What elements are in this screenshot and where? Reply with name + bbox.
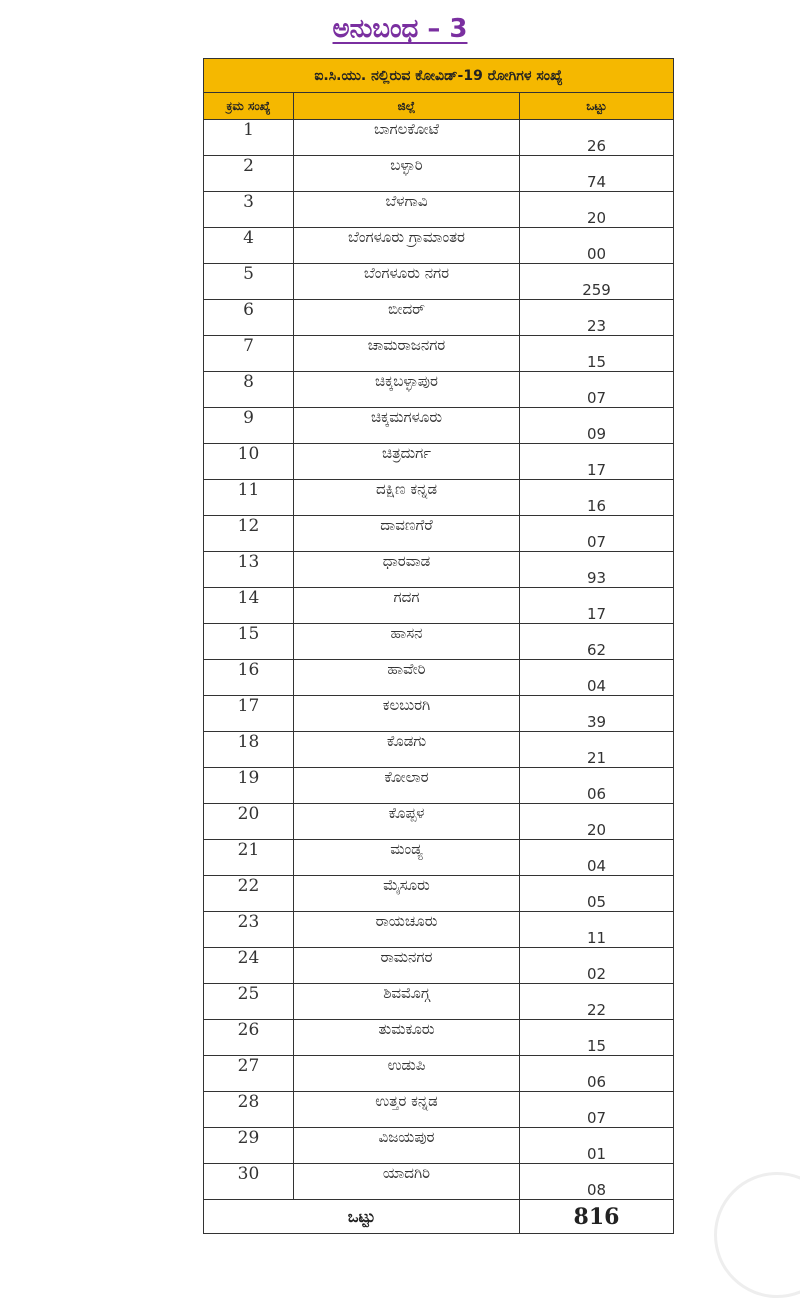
district-cell: ರಾಯಚೂರು: [294, 912, 520, 948]
serial-cell: 18: [204, 732, 294, 768]
count-cell: 16: [520, 480, 674, 516]
table-row: [204, 1128, 674, 1164]
header-district: ಜಿಲ್ಲೆ: [294, 93, 520, 120]
count-cell: 07: [520, 1092, 674, 1128]
total-label: ಒಟ್ಟು: [204, 1200, 520, 1234]
district-cell: ಉತ್ತರ ಕನ್ನಡ: [294, 1092, 520, 1128]
serial-cell: 27: [204, 1056, 294, 1092]
district-cell: ಚಿಕ್ಕಮಗಳೂರು: [294, 408, 520, 444]
district-cell: ಮಂಡ್ಯ: [294, 840, 520, 876]
count-cell: 08: [520, 1164, 674, 1200]
serial-cell: 14: [204, 588, 294, 624]
table-row: [204, 624, 674, 660]
table-row: [204, 264, 674, 300]
serial-cell: 26: [204, 1020, 294, 1056]
district-cell: ದಕ್ಷಿಣ ಕನ್ನಡ: [294, 480, 520, 516]
table-caption: ಐ.ಸಿ.ಯು. ನಲ್ಲಿರುವ ಕೋವಿಡ್-19 ರೋಗಿಗಳ ಸಂಖ್ಯೆ: [204, 59, 674, 93]
serial-cell: 13: [204, 552, 294, 588]
serial-cell: 1: [204, 120, 294, 156]
count-cell: 21: [520, 732, 674, 768]
table-row: [204, 840, 674, 876]
table-row: [204, 480, 674, 516]
district-cell: ಕೊಪ್ಪಳ: [294, 804, 520, 840]
district-cell: ಕಲಬುರಗಿ: [294, 696, 520, 732]
table-row: [204, 372, 674, 408]
count-cell: 26: [520, 120, 674, 156]
district-cell: ಕೊಡಗು: [294, 732, 520, 768]
district-cell: ತುಮಕೂರು: [294, 1020, 520, 1056]
count-cell: 05: [520, 876, 674, 912]
serial-cell: 9: [204, 408, 294, 444]
table-row: [204, 1164, 674, 1200]
table-row: [204, 192, 674, 228]
table-row: [204, 912, 674, 948]
count-cell: 11: [520, 912, 674, 948]
district-cell: ಹಾಸನ: [294, 624, 520, 660]
header-total: ಒಟ್ಟು: [520, 93, 674, 120]
count-cell: 93: [520, 552, 674, 588]
count-cell: 15: [520, 336, 674, 372]
count-cell: 74: [520, 156, 674, 192]
table-row: [204, 1092, 674, 1128]
district-cell: ಬೆಂಗಳೂರು ಗ್ರಾಮಾಂತರ: [294, 228, 520, 264]
serial-cell: 7: [204, 336, 294, 372]
table-row: [204, 156, 674, 192]
count-cell: 04: [520, 660, 674, 696]
table-row: [204, 588, 674, 624]
count-cell: 17: [520, 588, 674, 624]
count-cell: 62: [520, 624, 674, 660]
serial-cell: 19: [204, 768, 294, 804]
district-cell: ಚಿತ್ರದುರ್ಗ: [294, 444, 520, 480]
district-cell: ಬಾಗಲಕೋಟೆ: [294, 120, 520, 156]
serial-cell: 10: [204, 444, 294, 480]
serial-cell: 6: [204, 300, 294, 336]
serial-cell: 3: [204, 192, 294, 228]
district-cell: ಕೋಲಾರ: [294, 768, 520, 804]
district-cell: ಚಿಕ್ಕಬಳ್ಳಾಪುರ: [294, 372, 520, 408]
serial-cell: 15: [204, 624, 294, 660]
count-cell: 20: [520, 804, 674, 840]
district-cell: ವಿಜಯಪುರ: [294, 1128, 520, 1164]
table-row: [204, 876, 674, 912]
serial-cell: 23: [204, 912, 294, 948]
district-cell: ಬೆಳಗಾವಿ: [294, 192, 520, 228]
serial-cell: 22: [204, 876, 294, 912]
table-row: [204, 336, 674, 372]
serial-cell: 20: [204, 804, 294, 840]
count-cell: 04: [520, 840, 674, 876]
table-row: [204, 732, 674, 768]
table-row: [204, 300, 674, 336]
count-cell: 259: [520, 264, 674, 300]
table-row: [204, 552, 674, 588]
serial-cell: 2: [204, 156, 294, 192]
header-serial: ಕ್ರಮ ಸಂಖ್ಯೆ: [204, 93, 294, 120]
table-header-row: [204, 93, 674, 120]
serial-cell: 17: [204, 696, 294, 732]
count-cell: 00: [520, 228, 674, 264]
serial-cell: 25: [204, 984, 294, 1020]
serial-cell: 21: [204, 840, 294, 876]
table-row: [204, 120, 674, 156]
count-cell: 20: [520, 192, 674, 228]
district-cell: ಬೀದರ್: [294, 300, 520, 336]
total-value: 816: [520, 1200, 674, 1234]
table-row: [204, 660, 674, 696]
count-cell: 09: [520, 408, 674, 444]
table-row: [204, 408, 674, 444]
district-cell: ಗದಗ: [294, 588, 520, 624]
serial-cell: 30: [204, 1164, 294, 1200]
count-cell: 07: [520, 372, 674, 408]
district-cell: ದಾವಣಗೆರೆ: [294, 516, 520, 552]
serial-cell: 5: [204, 264, 294, 300]
district-cell: ಹಾವೇರಿ: [294, 660, 520, 696]
serial-cell: 4: [204, 228, 294, 264]
serial-cell: 8: [204, 372, 294, 408]
district-cell: ಚಾಮರಾಜನಗರ: [294, 336, 520, 372]
serial-cell: 28: [204, 1092, 294, 1128]
table-row: [204, 768, 674, 804]
serial-cell: 11: [204, 480, 294, 516]
district-cell: ರಾಮನಗರ: [294, 948, 520, 984]
district-icu-table: [203, 58, 674, 1234]
count-cell: 02: [520, 948, 674, 984]
serial-cell: 16: [204, 660, 294, 696]
serial-cell: 12: [204, 516, 294, 552]
district-cell: ಶಿವಮೊಗ್ಗ: [294, 984, 520, 1020]
page-title: ಅನುಬಂಧ – 3: [332, 14, 468, 44]
table-row: [204, 984, 674, 1020]
table-row: [204, 516, 674, 552]
serial-cell: 24: [204, 948, 294, 984]
table-row: [204, 228, 674, 264]
count-cell: 15: [520, 1020, 674, 1056]
count-cell: 06: [520, 1056, 674, 1092]
count-cell: 06: [520, 768, 674, 804]
table-row: [204, 948, 674, 984]
table-row: [204, 1020, 674, 1056]
district-cell: ಉಡುಪಿ: [294, 1056, 520, 1092]
count-cell: 07: [520, 516, 674, 552]
count-cell: 22: [520, 984, 674, 1020]
serial-cell: 29: [204, 1128, 294, 1164]
table-body: [204, 120, 674, 1200]
table-caption-row: [204, 59, 674, 93]
count-cell: 23: [520, 300, 674, 336]
district-cell: ಧಾರವಾಡ: [294, 552, 520, 588]
district-cell: ಬಳ್ಳಾರಿ: [294, 156, 520, 192]
table-row: [204, 1056, 674, 1092]
count-cell: 39: [520, 696, 674, 732]
district-cell: ಮೈಸೂರು: [294, 876, 520, 912]
district-cell: ಯಾದಗಿರಿ: [294, 1164, 520, 1200]
table-row: [204, 804, 674, 840]
table-row: [204, 444, 674, 480]
corner-watermark: [714, 1172, 800, 1298]
count-cell: 17: [520, 444, 674, 480]
total-row: [204, 1200, 674, 1234]
table-row: [204, 696, 674, 732]
count-cell: 01: [520, 1128, 674, 1164]
district-cell: ಬೆಂಗಳೂರು ನಗರ: [294, 264, 520, 300]
